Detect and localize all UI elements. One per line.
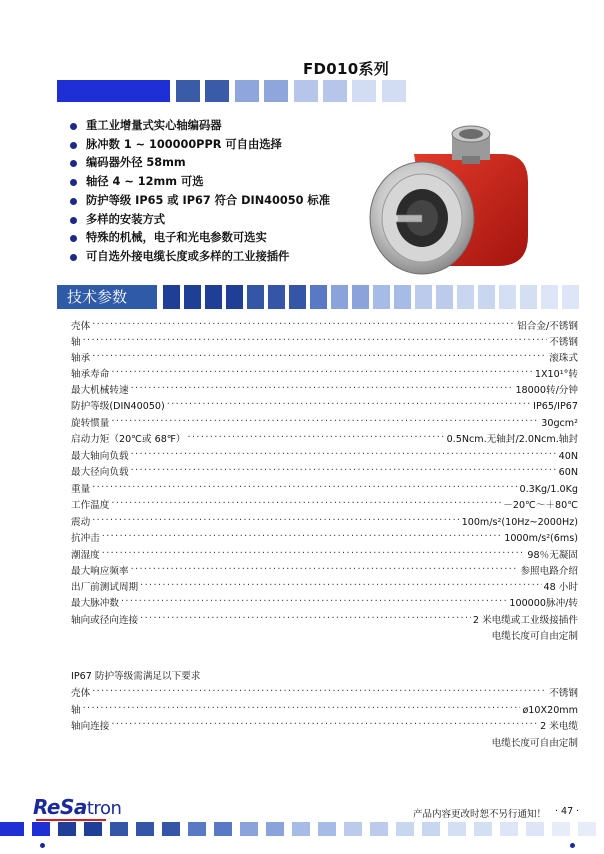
- section-title: 技术参数: [57, 285, 157, 309]
- spec-row: 防护等级(DIN40050) ····· IP65/IP67: [71, 396, 578, 412]
- ip67-note: 电缆长度可自由定制: [491, 738, 578, 749]
- bullet-icon: [70, 235, 77, 242]
- feature-item: 特殊的机械，电子和光电参数可选实: [70, 229, 330, 248]
- feature-item: 防护等级 IP65 或 IP67 符合 DIN40050 标准: [70, 192, 330, 211]
- corner-dot-icon: [40, 843, 45, 848]
- bullet-icon: [70, 160, 77, 167]
- bullet-icon: [70, 179, 77, 186]
- feature-list: [70, 117, 330, 267]
- spec-row: 轴向或径向连接 ····· 2 米电缆或工业级接插件: [71, 610, 578, 626]
- spec-row: 轴 ····· ø10X20mm: [71, 700, 578, 716]
- feature-item: 可自选外接电缆长度或多样的工业接插件: [70, 248, 330, 267]
- bullet-icon: [70, 254, 77, 261]
- encoder-product-image: [352, 116, 542, 276]
- spec-row: 抗冲击 ····· 1000m/s²(6ms): [71, 528, 578, 544]
- bullet-icon: [70, 198, 77, 205]
- feature-item: 脉冲数 1 ~ 100000PPR 可自由选择: [70, 136, 330, 155]
- spec-row: 轴承寿命 ····· 1X10¹°转: [71, 364, 578, 380]
- spec-row: 轴 ····· 不锈钢: [71, 332, 578, 348]
- page-title: FD010系列: [303, 60, 390, 78]
- spec-row: 旋转惯量 ····· 30gcm²: [71, 413, 578, 429]
- resatron-logo: ReSatron: [33, 795, 122, 819]
- spec-row: 最大脉冲数 ····· 100000脉冲/转: [71, 593, 578, 609]
- feature-item: 轴径 4 ~ 12mm 可选: [70, 173, 330, 192]
- page-number: · 47 ·: [555, 806, 580, 817]
- spec-row: 最大机械转速 ····· 18000转/分钟: [71, 380, 578, 396]
- spec-row: 重量 ····· 0.3Kg/1.0Kg: [71, 479, 578, 495]
- bullet-icon: [70, 217, 77, 224]
- ip67-title: IP67 防护等级需满足以下要求: [71, 671, 201, 682]
- logo-underline: [36, 819, 106, 821]
- feature-item: 编码器外径 58mm: [70, 154, 330, 173]
- spec-row: 壳体 ····· 铝合金/不锈钢: [71, 316, 578, 332]
- bullet-icon: [70, 142, 77, 149]
- footer-notice: 产品内容更改时恕不另行通知！: [413, 809, 547, 820]
- spec-row: 轴向连接 ····· 2 米电缆: [71, 716, 578, 732]
- spec-row: 启动力矩（20℃或 68℉） ····· 0.5Ncm.无轴封/2.0Ncm.轴封: [71, 429, 578, 445]
- spec-row: 最大响应频率 ····· 参照电路介绍: [71, 561, 578, 577]
- bullet-icon: [70, 123, 77, 130]
- spec-note: 电缆长度可自由定制: [491, 631, 578, 642]
- feature-item: 多样的安装方式: [70, 211, 330, 230]
- spec-row: 出厂前测试周期 ····· 48 小时: [71, 577, 578, 593]
- spec-row: 壳体 ····· 不锈钢: [71, 683, 578, 699]
- feature-item: 重工业增量式实心轴编码器: [70, 117, 330, 136]
- spec-row: 震动 ····· 100m/s²(10Hz~2000Hz): [71, 512, 578, 528]
- corner-dot-icon: [570, 843, 575, 848]
- spec-row: 工作温度 ····· －20℃～＋80℃: [71, 495, 578, 511]
- spec-row: 轴承 ····· 滚珠式: [71, 348, 578, 364]
- spec-row: 潮湿度 ····· 98％无凝固: [71, 545, 578, 561]
- spec-row: 最大径向负载 ····· 60N: [71, 462, 578, 478]
- spec-row: 最大轴向负载 ····· 40N: [71, 446, 578, 462]
